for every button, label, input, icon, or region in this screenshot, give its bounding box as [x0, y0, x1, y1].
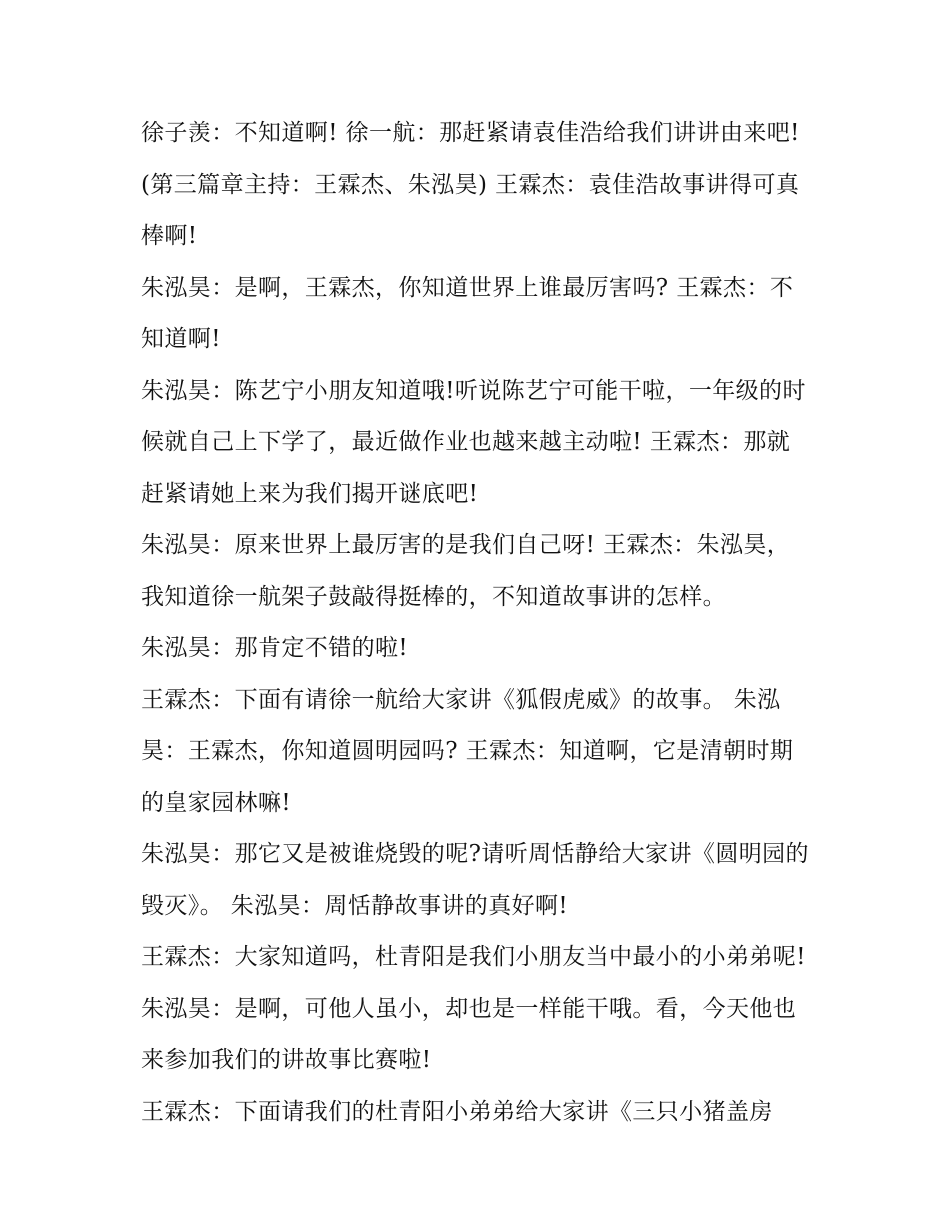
paragraph: 王霖杰：下面请我们的杜青阳小弟弟给大家讲《三只小猪盖房 — [141, 1098, 773, 1125]
paragraph: 朱泓昊：陈艺宁小朋友知道哦!听说陈艺宁可能干啦，一年级的时候就自己上下学了，最近做作业也越来越主动啦! 王霖杰：那就赶紧请她上来为我们揭开谜底吧! — [141, 377, 806, 507]
paragraph: 朱泓昊：原来世界上最厉害的是我们自己呀! 王霖杰：朱泓昊，我知道徐一航架子鼓敲得挺棒的，不知道故事讲的怎样。 — [141, 532, 791, 610]
paragraph: 朱泓昊：是啊，王霖杰，你知道世界上谁最厉害吗? 王霖杰：不知道啊! — [141, 274, 794, 352]
paragraph: 朱泓昊：那肯定不错的啦! — [141, 635, 409, 661]
paragraph: 朱泓昊：那它又是被谁烧毁的呢?请听周恬静给大家讲《圆明园的毁灭》。 朱泓昊：周恬静故事讲的真好啊! — [141, 841, 809, 919]
paragraph: 王霖杰：大家知道吗，杜青阳是我们小朋友当中最小的小弟弟呢! 朱泓昊：是啊，可他人虽小，却也是一样能干哦。看，今天他也来参加我们的讲故事比赛啦! — [141, 944, 806, 1073]
paragraph: 王霖杰：下面有请徐一航给大家讲《狐假虎威》的故事。 朱泓昊：王霖杰，你知道圆明园吗? 王霖杰：知道啊，它是清朝时期的皇家园林嘛! — [141, 686, 794, 816]
paragraph: 徐子羡：不知道啊! 徐一航：那赶紧请袁佳浩给我们讲讲由来吧! (第三篇章主持：王霖杰、朱泓昊) 王霖杰：袁佳浩故事讲得可真棒啊! — [141, 120, 800, 249]
document-body — [141, 108, 813, 1138]
